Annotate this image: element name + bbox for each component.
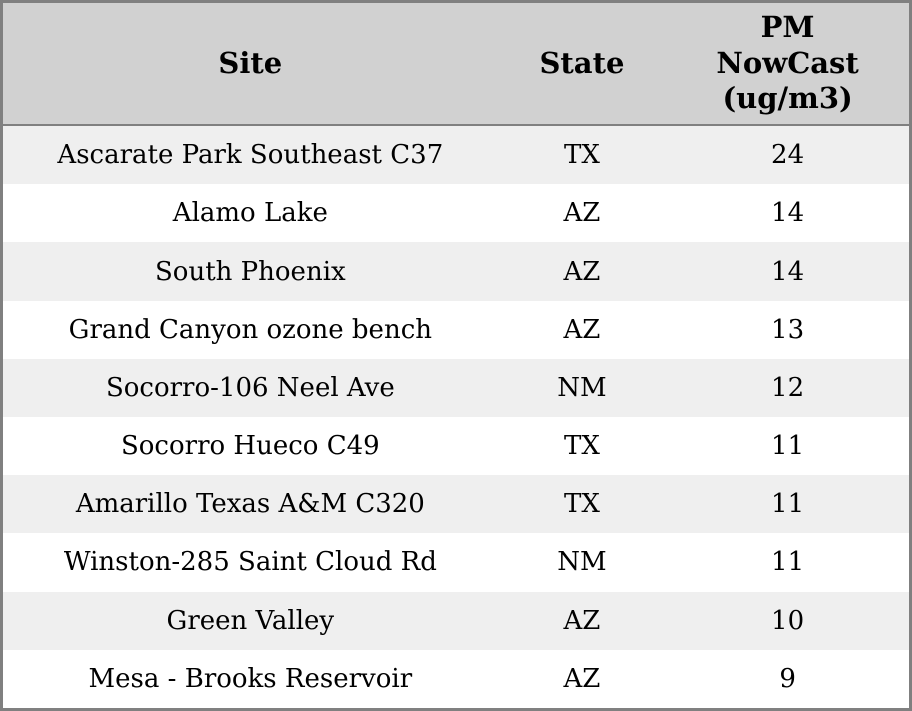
- pm-nowcast-cell: 10: [771, 605, 805, 636]
- state-cell: AZ: [563, 605, 601, 636]
- header-row: [3, 3, 909, 125]
- state-cell: NM: [557, 372, 607, 403]
- state-cell: TX: [564, 431, 600, 462]
- pm-nowcast-cell: 11: [771, 431, 805, 462]
- pm-nowcast-cell: 9: [779, 663, 796, 694]
- state-cell: NM: [557, 547, 607, 578]
- state-cell: TX: [564, 140, 600, 171]
- site-cell: Green Valley: [166, 605, 335, 636]
- table-row: [3, 650, 909, 708]
- pm-nowcast-cell: 13: [771, 314, 805, 345]
- site-cell: Winston-285 Saint Cloud Rd: [63, 547, 437, 578]
- table-body: [3, 125, 909, 708]
- air-quality-table: [3, 3, 909, 708]
- table-row: [3, 359, 909, 417]
- table-row: [3, 533, 909, 591]
- site-cell: Alamo Lake: [172, 198, 328, 229]
- state-cell: AZ: [563, 256, 601, 287]
- state-cell: AZ: [563, 198, 601, 229]
- site-cell: Ascarate Park Southeast C37: [57, 140, 444, 171]
- state-cell: TX: [564, 489, 600, 520]
- pm-nowcast-cell: 11: [771, 547, 805, 578]
- pm-nowcast-cell: 12: [771, 372, 805, 403]
- table-row: [3, 184, 909, 242]
- table-row: [3, 475, 909, 533]
- state-cell: AZ: [563, 663, 601, 694]
- column-header-site: Site: [3, 3, 498, 125]
- table-row: [3, 592, 909, 650]
- site-cell: Socorro Hueco C49: [120, 431, 380, 462]
- table-row: [3, 417, 909, 475]
- site-cell: Amarillo Texas A&M C320: [75, 489, 425, 520]
- pm-nowcast-cell: 24: [771, 140, 805, 171]
- table-row: [3, 125, 909, 184]
- site-cell: Grand Canyon ozone bench: [68, 314, 432, 345]
- table-header: [3, 3, 909, 125]
- column-header-state: State: [498, 3, 667, 125]
- site-cell: Socorro-106 Neel Ave: [105, 372, 395, 403]
- pm-nowcast-cell: 14: [771, 198, 805, 229]
- table-row: [3, 301, 909, 359]
- pm-nowcast-cell: 14: [771, 256, 805, 287]
- column-header-pm-nowcast-label: PM NowCast (ug/m3): [716, 10, 859, 116]
- site-cell: South Phoenix: [155, 256, 346, 287]
- column-header-pm-nowcast: [666, 3, 909, 125]
- site-cell: Mesa - Brooks Reservoir: [88, 663, 413, 694]
- state-cell: AZ: [563, 314, 601, 345]
- table-row: [3, 242, 909, 300]
- pm-nowcast-cell: 11: [771, 489, 805, 520]
